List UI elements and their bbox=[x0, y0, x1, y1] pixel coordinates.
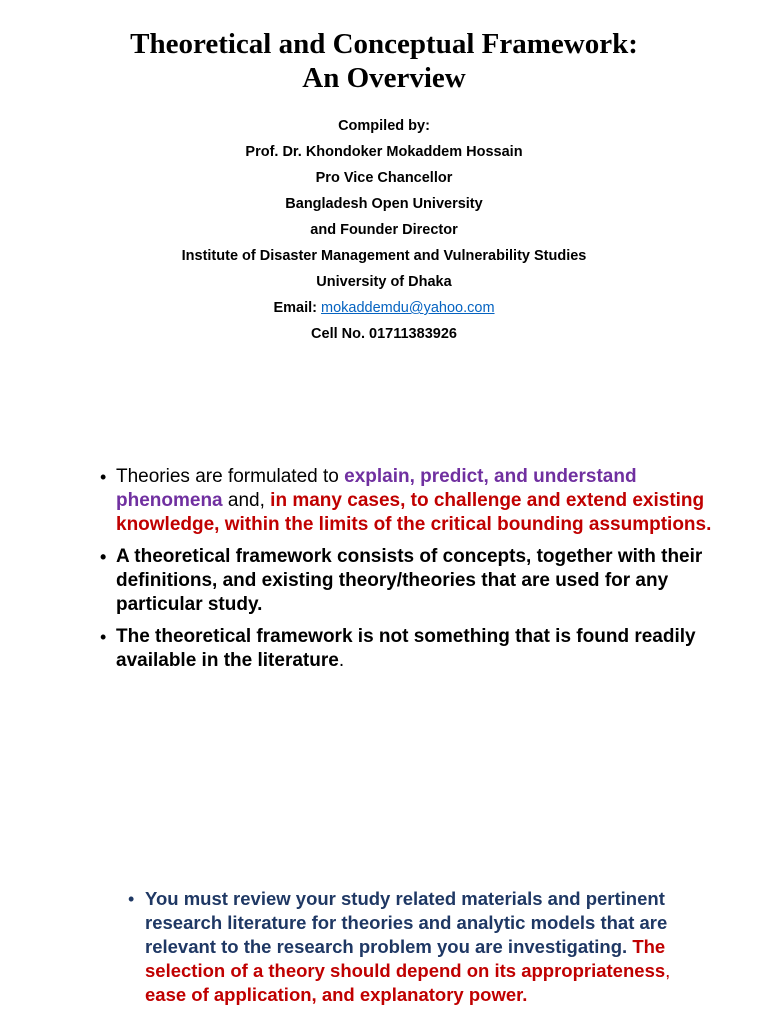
email-line bbox=[0, 295, 768, 321]
bullet-dot-icon: • bbox=[128, 889, 135, 909]
review-text-red-2: ease of application, and explanatory power. bbox=[145, 984, 528, 1005]
author-university: Bangladesh Open University bbox=[285, 196, 483, 212]
bullet-3-text: The theoretical framework is not something that is found readily available in the literature bbox=[116, 626, 696, 671]
review-slide bbox=[0, 887, 768, 1024]
title-slide bbox=[0, 0, 768, 430]
author-founder: and Founder Director bbox=[310, 222, 458, 238]
bullet-1-highlight-purple: explain, predict, and understand phenomena bbox=[116, 466, 637, 511]
review-text-navy: You must review your study related materials and pertinent research literature for theories and analytic models that are relevant to the research problem you are investigating. bbox=[145, 888, 668, 957]
bullet-dot-icon: • bbox=[100, 467, 107, 487]
bullet-1-text: Theories are formulated to bbox=[116, 466, 345, 487]
bullet-dot-icon: • bbox=[100, 547, 107, 567]
bullet-item-2 bbox=[0, 545, 768, 617]
review-text-red-1: The selection of a theory should depend on its appropriateness bbox=[145, 936, 666, 981]
title-line-1: Theoretical and Conceptual Framework: bbox=[130, 28, 638, 60]
author-university-2: University of Dhaka bbox=[316, 274, 452, 290]
email-label: Email: bbox=[273, 300, 322, 316]
title-line-2: An Overview bbox=[302, 62, 466, 94]
bullet-3-period: . bbox=[338, 650, 345, 671]
email-link[interactable]: mokaddemdu@yahoo.com bbox=[321, 300, 495, 316]
cell-number: Cell No. 01711383926 bbox=[311, 326, 457, 342]
review-bullet-list bbox=[0, 887, 768, 1007]
review-comma: , bbox=[665, 960, 671, 981]
credits-block bbox=[0, 113, 768, 347]
bullet-item-1 bbox=[0, 465, 768, 537]
document-title bbox=[0, 0, 768, 95]
bullet-2-text: A theoretical framework consists of concepts, together with their definitions, and existing theory/theories that are used for any particular study. bbox=[116, 546, 703, 615]
review-bullet-item bbox=[0, 887, 768, 1007]
author-name: Prof. Dr. Khondoker Mokaddem Hossain bbox=[245, 144, 523, 160]
bullet-1-highlight-red: in many cases, to challenge and extend existing knowledge, within the limits of the critical bounding assumptions. bbox=[116, 490, 712, 535]
author-position: Pro Vice Chancellor bbox=[315, 170, 453, 186]
bullet-dot-icon: • bbox=[100, 627, 107, 647]
bullet-list bbox=[0, 465, 768, 673]
compiled-by-label: Compiled by: bbox=[338, 118, 430, 134]
author-institute: Institute of Disaster Management and Vulnerability Studies bbox=[181, 248, 587, 264]
bullets-slide bbox=[0, 465, 768, 705]
bullet-item-3 bbox=[0, 625, 768, 673]
bullet-1-text-2: and, bbox=[222, 490, 271, 511]
